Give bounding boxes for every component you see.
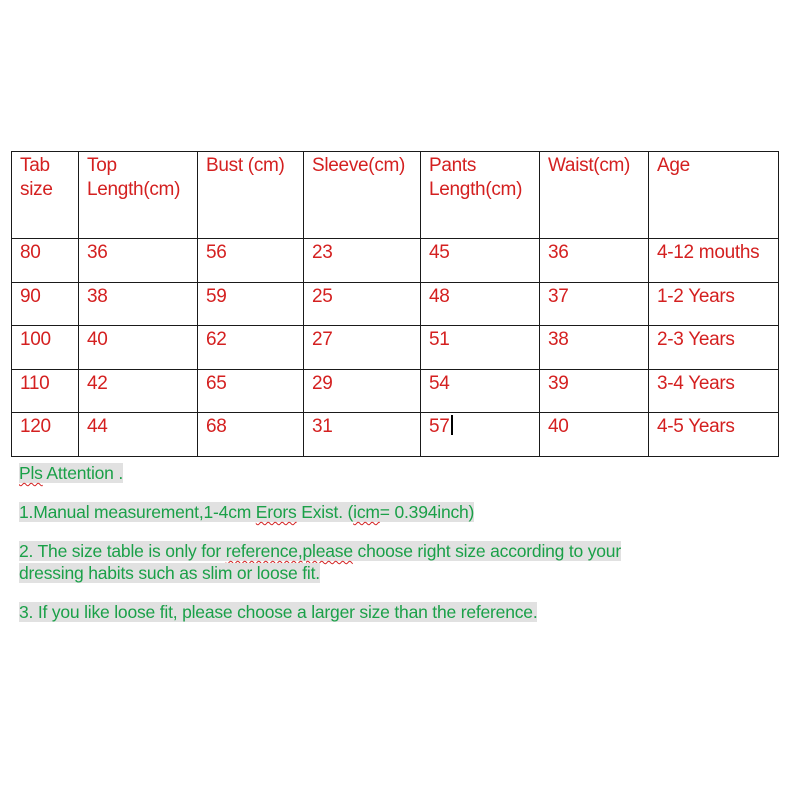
header-text: size xyxy=(20,179,53,200)
table-cell xyxy=(198,413,304,457)
table-cell xyxy=(79,369,198,413)
cell-value: 37 xyxy=(548,285,569,307)
table-cell xyxy=(12,369,79,413)
table-cell xyxy=(649,326,779,370)
table-cell xyxy=(421,413,540,457)
cell-value: 23 xyxy=(312,242,333,263)
table-cell xyxy=(540,326,649,370)
cell-value: 38 xyxy=(548,329,569,350)
column-header xyxy=(304,152,421,239)
measurement-note xyxy=(19,501,474,523)
cell-value: 48 xyxy=(429,285,450,307)
measurement-note-exist: Exist. ( xyxy=(296,502,354,522)
cell-value: 120 xyxy=(20,416,51,437)
cell-value: 3-4 Years xyxy=(657,372,735,394)
attention-note xyxy=(19,462,123,484)
loose-fit-note xyxy=(19,601,537,623)
table-cell xyxy=(304,413,421,457)
table-row xyxy=(12,282,779,326)
reference-note-text-b: choose right size according to your xyxy=(352,541,621,561)
table-cell xyxy=(79,413,198,457)
table-cell xyxy=(198,369,304,413)
table-cell xyxy=(304,239,421,283)
header-text: Top xyxy=(87,155,117,176)
table-row xyxy=(12,369,779,413)
cell-value: 56 xyxy=(206,242,227,263)
cell-value: 45 xyxy=(429,242,450,263)
cell-value: 38 xyxy=(87,285,108,307)
loose-fit-note-text: 3. If you like loose fit, please choose a larger size than the reference. xyxy=(19,602,538,622)
text-cursor xyxy=(451,415,453,435)
table-cell xyxy=(649,413,779,457)
table-cell xyxy=(421,369,540,413)
reference-note xyxy=(19,540,621,584)
cell-value: 44 xyxy=(87,416,108,437)
cell-value: 68 xyxy=(206,416,227,437)
reference-note-text-a: 2. The size table is only for xyxy=(19,541,226,561)
table-header-row xyxy=(12,152,779,239)
cell-value: 51 xyxy=(429,329,450,350)
cell-value: 27 xyxy=(312,329,333,350)
table-cell xyxy=(12,282,79,326)
table-cell xyxy=(79,282,198,326)
table-cell xyxy=(12,326,79,370)
measurement-note-text: 1.Manual measurement,1-4cm xyxy=(19,502,256,522)
cell-value: 39 xyxy=(548,372,569,394)
cell-value: 36 xyxy=(548,242,569,263)
cell-value: 57 xyxy=(429,416,450,437)
table-row xyxy=(12,413,779,457)
header-text: Pants xyxy=(429,155,477,176)
header-text: Age xyxy=(657,155,690,176)
header-text: Length(cm) xyxy=(87,179,181,200)
cell-value: 90 xyxy=(20,285,41,307)
table-row xyxy=(12,239,779,283)
header-text: Waist(cm) xyxy=(548,155,631,176)
header-text: Length(cm) xyxy=(429,179,523,200)
measurement-note-unit: icm xyxy=(353,502,380,522)
table-cell xyxy=(79,239,198,283)
table-cell xyxy=(421,239,540,283)
cell-value: 100 xyxy=(20,329,51,350)
table-cell xyxy=(198,326,304,370)
cell-value: 36 xyxy=(87,242,108,263)
header-text: Bust (cm) xyxy=(206,155,285,176)
cell-value: 80 xyxy=(20,242,41,263)
cell-value: 65 xyxy=(206,372,227,394)
table-cell xyxy=(304,326,421,370)
cell-value: 59 xyxy=(206,285,227,307)
table-cell xyxy=(304,282,421,326)
reference-note-line2: dressing habits such as slim or loose fit. xyxy=(19,563,320,583)
header-text: Tab xyxy=(20,155,50,176)
cell-value: 31 xyxy=(312,416,333,437)
column-header xyxy=(421,152,540,239)
cell-value: 62 xyxy=(206,329,227,350)
table-row xyxy=(12,326,779,370)
size-chart-table xyxy=(11,151,779,457)
measurement-note-errors: Erors xyxy=(255,502,297,522)
cell-value: 4-12 mouths xyxy=(657,242,760,263)
cell-value: 29 xyxy=(312,372,333,394)
table-cell xyxy=(649,369,779,413)
cell-value: 1-2 Years xyxy=(657,285,735,307)
table-cell xyxy=(79,326,198,370)
reference-note-reference: reference,please xyxy=(225,541,353,561)
column-header xyxy=(79,152,198,239)
cell-value: 4-5 Years xyxy=(657,416,735,437)
cell-value: 40 xyxy=(87,329,108,350)
attention-text: Attention . xyxy=(42,463,124,483)
table-cell xyxy=(540,413,649,457)
table-cell xyxy=(649,282,779,326)
cell-value: 110 xyxy=(20,372,50,394)
cell-value: 25 xyxy=(312,285,333,307)
table-cell xyxy=(421,326,540,370)
table-cell xyxy=(421,282,540,326)
column-header xyxy=(198,152,304,239)
attention-word-pls: Pls xyxy=(19,463,43,483)
cell-value: 54 xyxy=(429,372,450,394)
cell-value: 40 xyxy=(548,416,569,437)
table-cell xyxy=(304,369,421,413)
table-cell xyxy=(540,282,649,326)
table-cell xyxy=(198,282,304,326)
table-cell xyxy=(540,369,649,413)
column-header xyxy=(540,152,649,239)
table-cell xyxy=(540,239,649,283)
cell-value: 42 xyxy=(87,372,108,394)
header-text: Sleeve(cm) xyxy=(312,155,406,176)
cell-value: 2-3 Years xyxy=(657,329,735,350)
table-cell xyxy=(12,239,79,283)
table-cell xyxy=(649,239,779,283)
column-header xyxy=(12,152,79,239)
column-header xyxy=(649,152,779,239)
table-cell xyxy=(12,413,79,457)
measurement-note-conversion: = 0.394inch) xyxy=(379,502,475,522)
table-cell xyxy=(198,239,304,283)
